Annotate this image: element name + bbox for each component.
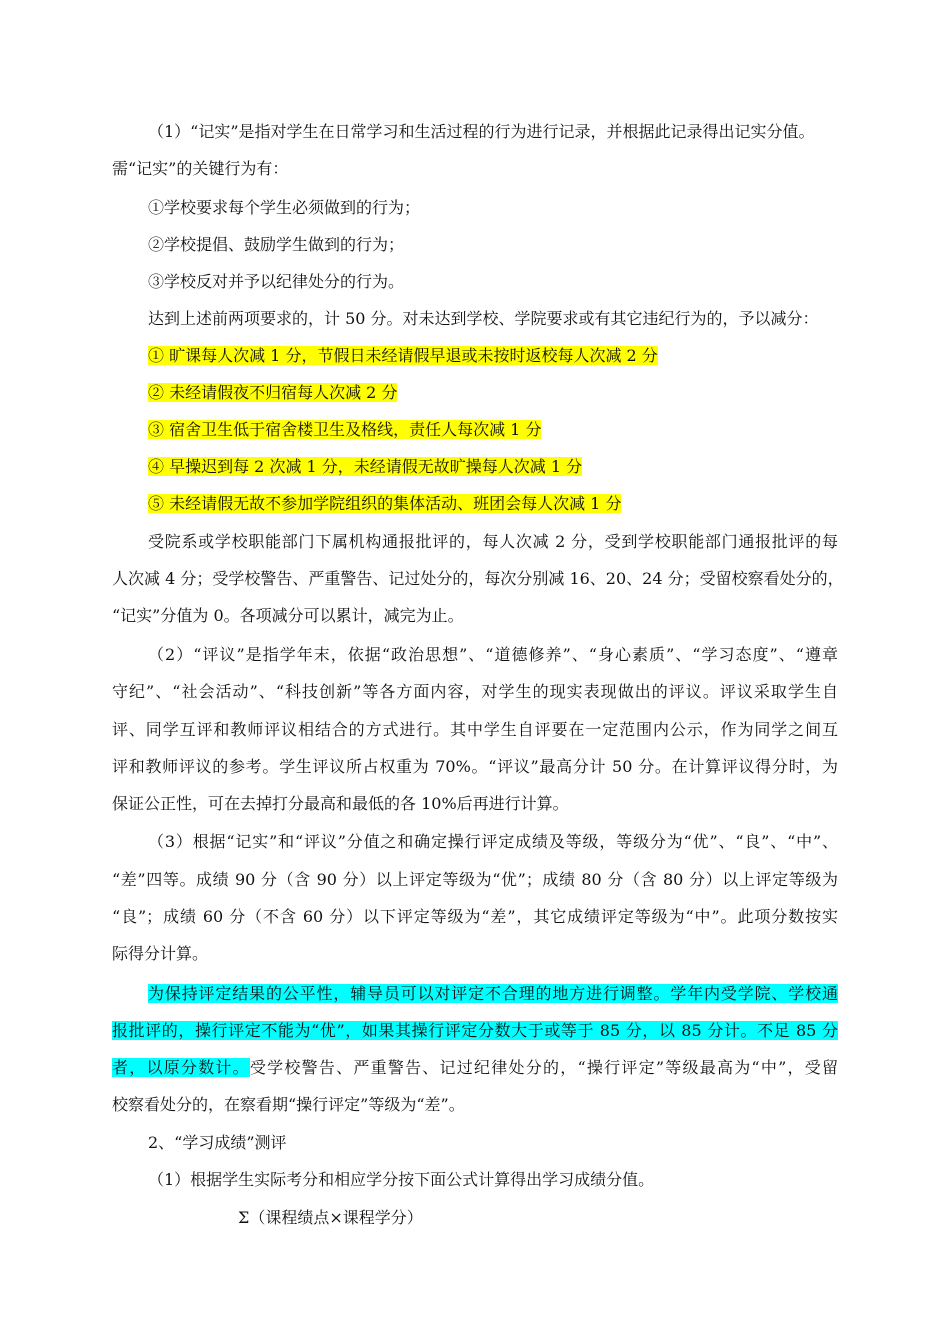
penalty-line-2: 人次减 4 分；受学校警告、严重警告、记过处分的，每次分别减 16、20、24 分；受留校察看处分的，	[112, 569, 844, 588]
grade-line-2: “差”四等。成绩 90 分（含 90 分）以上评定等级为“优”；成绩 80 分（含 80 分）以上评定等级为	[112, 870, 838, 889]
deduction-highlight: ① 旷课每人次减 1 分，节假日未经请假早退或未按时返校每人次减 2 分	[148, 346, 658, 365]
adjust-line-2	[112, 1018, 838, 1044]
grade-line-4: 际得分计算。	[112, 944, 209, 963]
adjust-highlight: 者，以原分数计。	[112, 1058, 250, 1077]
adjust-line-1	[148, 981, 838, 1007]
pingyi-line-2: 守纪”、“社会活动”、“科技创新”等各方面内容，对学生的现实表现做出的评议。评议采取学生自	[112, 682, 838, 701]
deduction-item-4	[148, 454, 838, 480]
study-method: （1）根据学生实际考分和相应学分按下面公式计算得出学习成绩分值。	[148, 1170, 655, 1189]
adjust-line-4: 校察看处分的，在察看期“操行评定”等级为“差”。	[112, 1095, 465, 1114]
jishi-item-3: ③学校反对并予以纪律处分的行为。	[148, 272, 405, 291]
jishi-item-1: ①学校要求每个学生必须做到的行为；	[148, 198, 421, 217]
deduction-item-5	[148, 491, 838, 517]
deduction-highlight: ② 未经请假夜不归宿每人次减 2 分	[148, 383, 398, 402]
pingyi-line-5: 保证公正性，可在去掉打分最高和最低的各 10%后再进行计算。	[112, 794, 569, 813]
jishi-intro-line2: 需“记实”的关键行为有：	[112, 159, 289, 178]
grade-line-3: “良”；成绩 60 分（不含 60 分）以下评定等级为“差”，其它成绩评定等级为“中”。此项分数按实	[112, 907, 838, 926]
deduction-item-1	[148, 343, 838, 369]
deduction-item-3	[148, 417, 838, 443]
pingyi-line-3: 评、同学互评和教师评议相结合的方式进行。其中学生自评要在一定范围内公示，作为同学之间互	[112, 720, 838, 739]
grade-line-1: （3）根据“记实”和“评议”分值之和确定操行评定成绩及等级，等级分为“优”、“良”、“中”、	[148, 832, 838, 851]
formula-numerator: Σ（课程绩点×课程学分）	[238, 1208, 423, 1227]
adjust-line-3	[112, 1055, 838, 1081]
jishi-item-2: ②学校提倡、鼓励学生做到的行为；	[148, 235, 405, 254]
jishi-score-rule: 达到上述前两项要求的，计 50 分。对未达到学校、学院要求或有其它违纪行为的，予以减分：	[148, 309, 819, 328]
adjust-rest: 受学校警告、严重警告、记过纪律处分的，“操行评定”等级最高为“中”，受留	[249, 1058, 838, 1077]
adjust-highlight: 为保持评定结果的公平性，辅导员可以对评定不合理的地方进行调整。学年内受学院、学校通	[148, 984, 838, 1003]
deduction-highlight: ④ 早操迟到每 2 次减 1 分，未经请假无故旷操每人次减 1 分	[148, 457, 583, 476]
pingyi-line-4: 评和教师评议的参考。学生评议所占权重为 70%。“评议”最高分计 50 分。在计算评议得分时，为	[112, 757, 838, 776]
adjust-highlight: 报批评的，操行评定不能为“优”，如果其操行评定分数大于或等于 85 分，以 85 分计。不足 85 分	[112, 1021, 838, 1040]
pingyi-line-1: （2）“评议”是指学年末，依据“政治思想”、“道德修养”、“身心素质”、“学习态度”、“遵章	[148, 645, 838, 664]
penalty-line-1: 受院系或学校职能部门下属机构通报批评的，每人次减 2 分，受到学校职能部门通报批评的每	[148, 532, 838, 551]
study-heading: 2、“学习成绩”测评	[148, 1133, 287, 1152]
deduction-highlight: ⑤ 未经请假无故不参加学院组织的集体活动、班团会每人次减 1 分	[148, 494, 622, 513]
deduction-item-2	[148, 380, 838, 406]
jishi-intro-line1: （1）“记实”是指对学生在日常学习和生活过程的行为进行记录，并根据此记录得出记实分值。	[148, 122, 815, 141]
penalty-line-3: “记实”分值为 0。各项减分可以累计，减完为止。	[112, 606, 464, 625]
deduction-highlight: ③ 宿舍卫生低于宿舍楼卫生及格线，责任人每次减 1 分	[148, 420, 542, 439]
